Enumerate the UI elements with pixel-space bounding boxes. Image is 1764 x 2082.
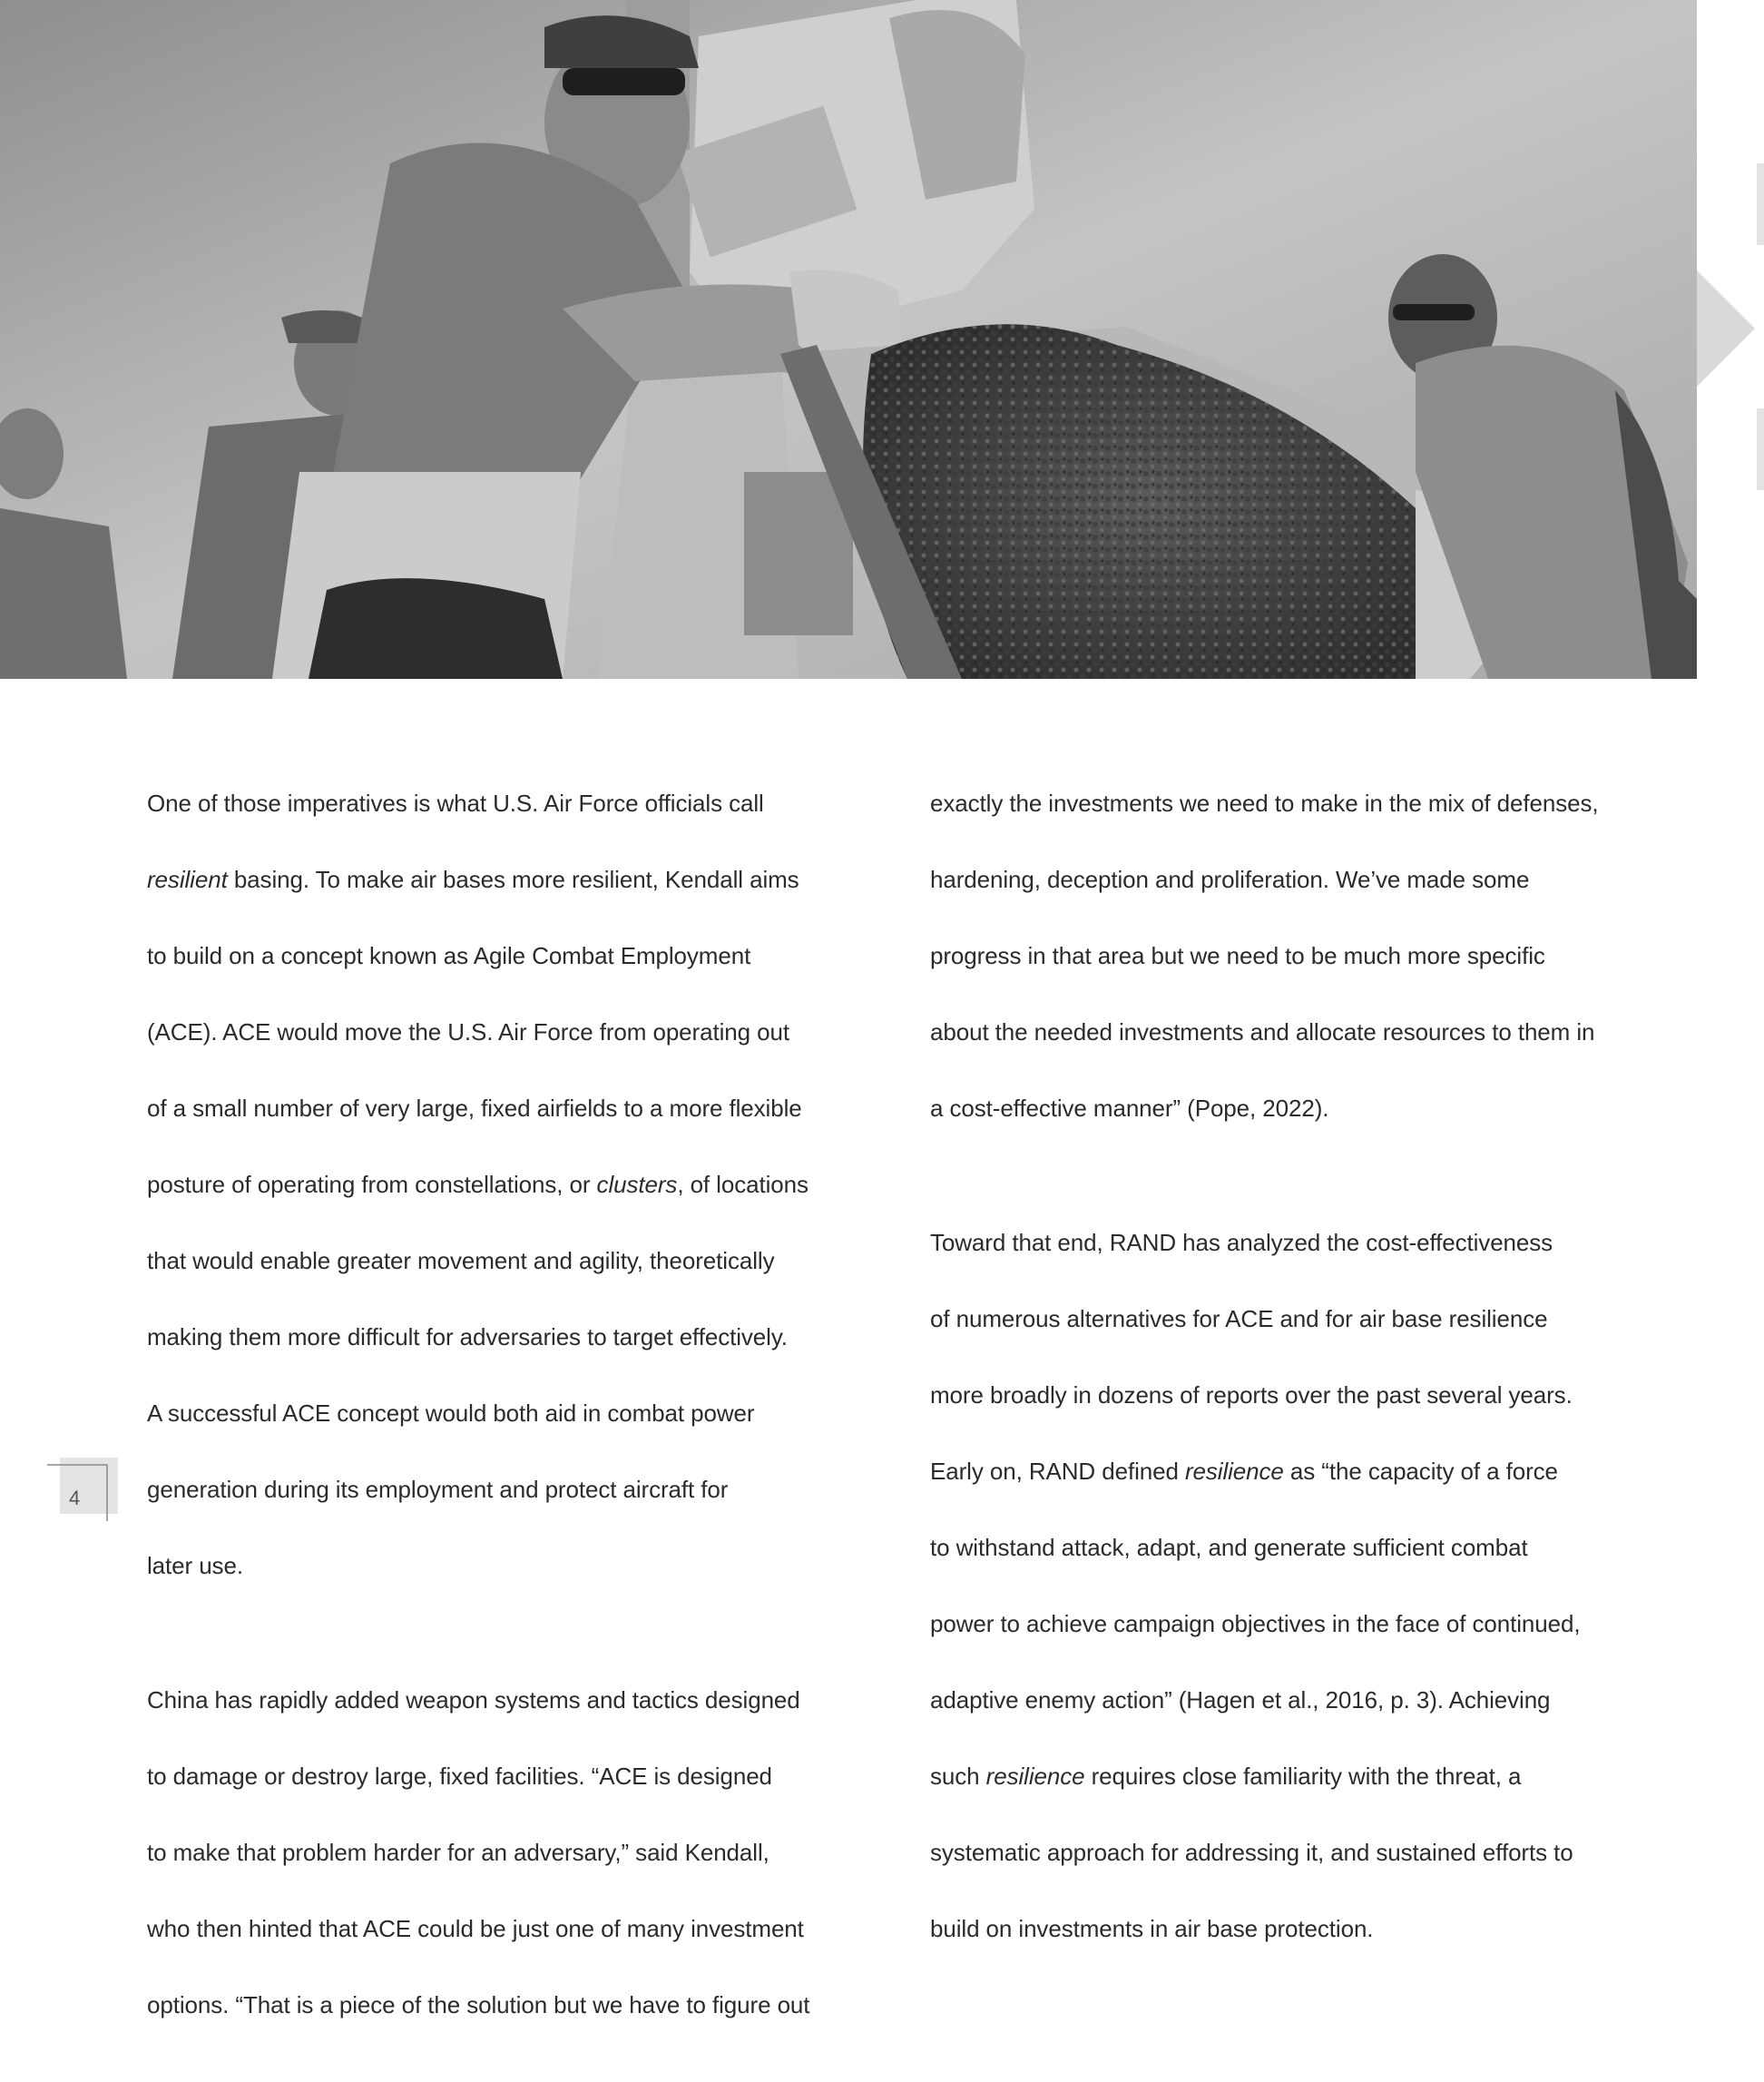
paragraph-china-weapons <box>147 1643 855 2062</box>
text-line: about the needed investments and allocate resources to them in <box>930 1018 1595 1046</box>
text-line: build on investments in air base protection. <box>930 1915 1374 1942</box>
text-line: Early on, RAND defined resilience as “the capacity of a force <box>930 1458 1558 1485</box>
page-corner-mark <box>47 1454 120 1527</box>
text-line: adaptive enemy action” (Hagen et al., 2016, p. 3). Achieving <box>930 1686 1551 1714</box>
text-line: (ACE). ACE would move the U.S. Air Force from operating out <box>147 1018 789 1046</box>
paragraph-resilient-basing <box>147 746 855 1623</box>
text-line: of numerous alternatives for ACE and for air base resilience <box>930 1305 1548 1332</box>
paragraph-investments-quote <box>930 746 1656 1165</box>
text-line: Toward that end, RAND has analyzed the cost-effectiveness <box>930 1229 1553 1256</box>
text-line: options. “That is a piece of the solution but we have to figure out <box>147 1991 810 2018</box>
paragraph-rand-analysis <box>930 1185 1656 1986</box>
text-line: later use. <box>147 1552 243 1579</box>
text-line: progress in that area but we need to be much more specific <box>930 942 1545 969</box>
text-line: A successful ACE concept would both aid in combat power <box>147 1399 755 1427</box>
text-line: One of those imperatives is what U.S. Air Force officials call <box>147 790 764 817</box>
text-line: that would enable greater movement and agility, theoretically <box>147 1247 775 1274</box>
text-line: to withstand attack, adapt, and generate sufficient combat <box>930 1534 1528 1561</box>
text-line: generation during its employment and protect aircraft for <box>147 1476 729 1503</box>
text-line: hardening, deception and proliferation. We’ve made some <box>930 866 1530 893</box>
left-text-column <box>147 746 855 2082</box>
header-photo <box>0 0 1697 679</box>
text-line: systematic approach for addressing it, and sustained efforts to <box>930 1839 1573 1866</box>
text-line: exactly the investments we need to make in the mix of defenses, <box>930 790 1599 817</box>
text-line: power to achieve campaign objectives in the face of continued, <box>930 1610 1581 1637</box>
text-line: posture of operating from constellations, or clusters, of locations <box>147 1171 808 1198</box>
side-tab-arrow <box>1697 0 1764 679</box>
text-line: China has rapidly added weapon systems and tactics designed <box>147 1686 800 1714</box>
text-line: to make that problem harder for an adversary,” said Kendall, <box>147 1839 769 1866</box>
text-line: to damage or destroy large, fixed facilities. “ACE is designed <box>147 1763 772 1790</box>
text-line: more broadly in dozens of reports over the past several years. <box>930 1381 1573 1409</box>
text-line: who then hinted that ACE could be just one of many investment <box>147 1915 804 1942</box>
text-line: resilient basing. To make air bases more resilient, Kendall aims <box>147 866 799 893</box>
page-number: 4 <box>69 1487 81 1509</box>
text-line: of a small number of very large, fixed airfields to a more flexible <box>147 1095 802 1122</box>
right-text-column <box>930 746 1656 2006</box>
text-line: a cost-effective manner” (Pope, 2022). <box>930 1095 1329 1122</box>
text-line: such resilience requires close familiarity with the threat, a <box>930 1763 1522 1790</box>
text-line: to build on a concept known as Agile Combat Employment <box>147 942 751 969</box>
text-line: making them more difficult for adversaries to target effectively. <box>147 1323 788 1350</box>
